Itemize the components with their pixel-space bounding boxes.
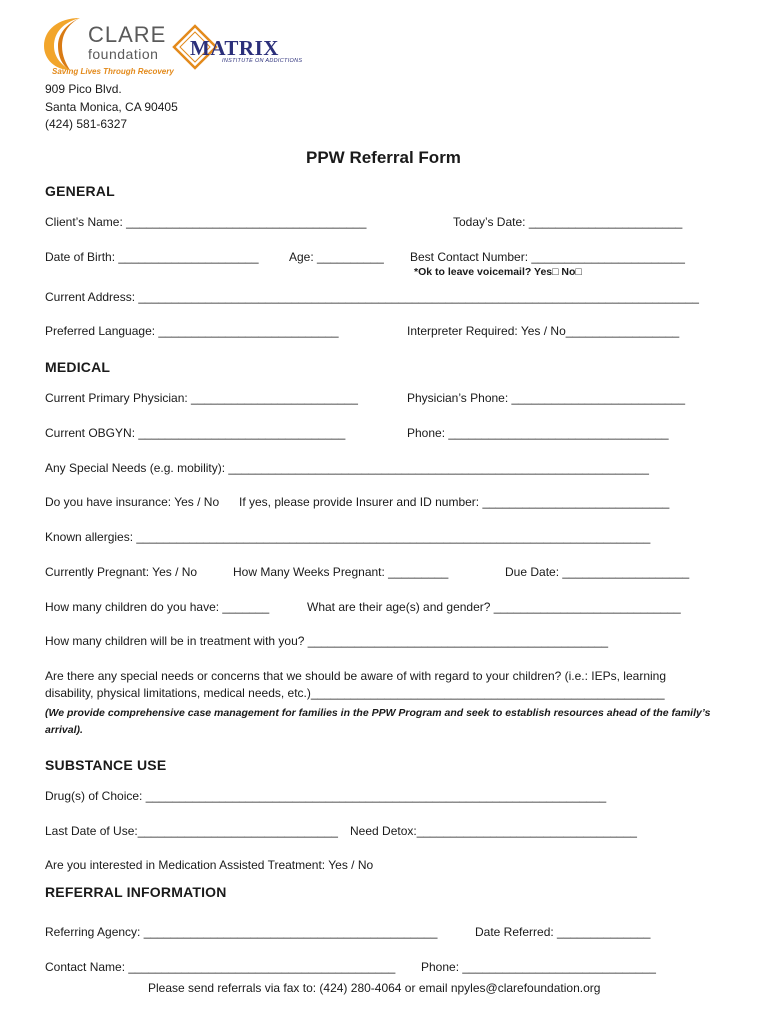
weeks-pregnant-field[interactable]: How Many Weeks Pregnant: _________	[233, 565, 449, 579]
logo-foundation-text: foundation	[88, 46, 159, 62]
section-heading-referral: REFERRAL INFORMATION	[45, 884, 227, 900]
last-use-date-field[interactable]: Last Date of Use:______________________________	[45, 824, 338, 838]
insurer-id-field[interactable]: If yes, please provide Insurer and ID number: ____________________________	[239, 495, 670, 509]
address-city: Santa Monica, CA 90405	[45, 99, 178, 114]
contact-name-field[interactable]: Contact Name: ________________________________________	[45, 960, 396, 974]
children-concerns-line1: Are there any special needs or concerns that we should be aware of with regard to your children? (i.e.: IEPs, learning	[45, 669, 667, 683]
logo-clare-text: CLARE	[88, 22, 167, 47]
children-count-field[interactable]: How many children do you have: _______	[45, 600, 270, 614]
section-heading-medical: MEDICAL	[45, 359, 111, 375]
mat-interest-field[interactable]: Are you interested in Medication Assisted Treatment: Yes / No	[45, 858, 374, 872]
children-treatment-field[interactable]: How many children will be in treatment with you? _____________________________________________	[45, 634, 609, 648]
children-ages-field[interactable]: What are their age(s) and gender? ____________________________	[307, 600, 681, 614]
allergies-field[interactable]: Known allergies: _____________________________________________________________________________	[45, 530, 651, 544]
logo-institute-text: INSTITUTE ON ADDICTIONS	[222, 58, 303, 64]
todays-date-field[interactable]: Today’s Date: _______________________	[453, 215, 683, 229]
logo	[40, 14, 330, 80]
client-name-field[interactable]: Client’s Name: ____________________________________	[45, 215, 367, 229]
section-heading-general: GENERAL	[45, 183, 115, 199]
footer-fax-email: Please send referrals via fax to: (424) 280-4064 or email npyles@clarefoundation.org	[148, 981, 601, 995]
case-management-note-line1: (We provide comprehensive case management for families in the PPW Program and seek to establish resources ahead of the family’s	[45, 707, 711, 719]
need-detox-field[interactable]: Need Detox:_________________________________	[350, 824, 637, 838]
age-field[interactable]: Age: __________	[289, 250, 384, 264]
address-street: 909 Pico Blvd.	[45, 82, 122, 96]
date-referred-field[interactable]: Date Referred: ______________	[475, 925, 651, 939]
address-block	[45, 81, 178, 134]
insurance-field[interactable]: Do you have insurance: Yes / No	[45, 495, 220, 509]
contact-phone-field[interactable]: Phone: _____________________________	[421, 960, 656, 974]
page-title: PPW Referral Form	[306, 148, 461, 167]
special-needs-field[interactable]: Any Special Needs (e.g. mobility): _______________________________________________________________	[45, 461, 649, 475]
preferred-language-field[interactable]: Preferred Language: ___________________________	[45, 324, 339, 338]
case-management-note-line2: arrival).	[45, 724, 83, 736]
drugs-of-choice-field[interactable]: Drug(s) of Choice: _____________________________________________________________________	[45, 789, 607, 803]
address-phone: (424) 581-6327	[45, 117, 128, 131]
best-contact-field[interactable]: Best Contact Number: _______________________	[410, 250, 685, 264]
obgyn-phone-field[interactable]: Phone: _________________________________	[407, 426, 669, 440]
primary-physician-field[interactable]: Current Primary Physician: _________________________	[45, 391, 358, 405]
current-address-field[interactable]: Current Address: ____________________________________________________________________________________	[45, 290, 699, 304]
interpreter-field[interactable]: Interpreter Required: Yes / No_________________	[407, 324, 680, 338]
clare-swoosh-icon	[40, 14, 88, 72]
logo-tagline: Saving Lives Through Recovery	[52, 67, 174, 76]
due-date-field[interactable]: Due Date: ___________________	[505, 565, 690, 579]
pregnant-field[interactable]: Currently Pregnant: Yes / No	[45, 565, 198, 579]
obgyn-field[interactable]: Current OBGYN: _______________________________	[45, 426, 346, 440]
children-concerns-field[interactable]: disability, physical limitations, medical needs, etc.)_____________________________________________________	[45, 686, 665, 700]
voicemail-checkbox-label[interactable]: *Ok to leave voicemail? Yes□ No□	[414, 266, 582, 278]
dob-field[interactable]: Date of Birth: _____________________	[45, 250, 259, 264]
section-heading-substance: SUBSTANCE USE	[45, 757, 167, 773]
physicians-phone-field[interactable]: Physician’s Phone: __________________________	[407, 391, 686, 405]
referring-agency-field[interactable]: Referring Agency: ____________________________________________	[45, 925, 438, 939]
logo-matrix-text: MATRIX	[190, 36, 279, 60]
